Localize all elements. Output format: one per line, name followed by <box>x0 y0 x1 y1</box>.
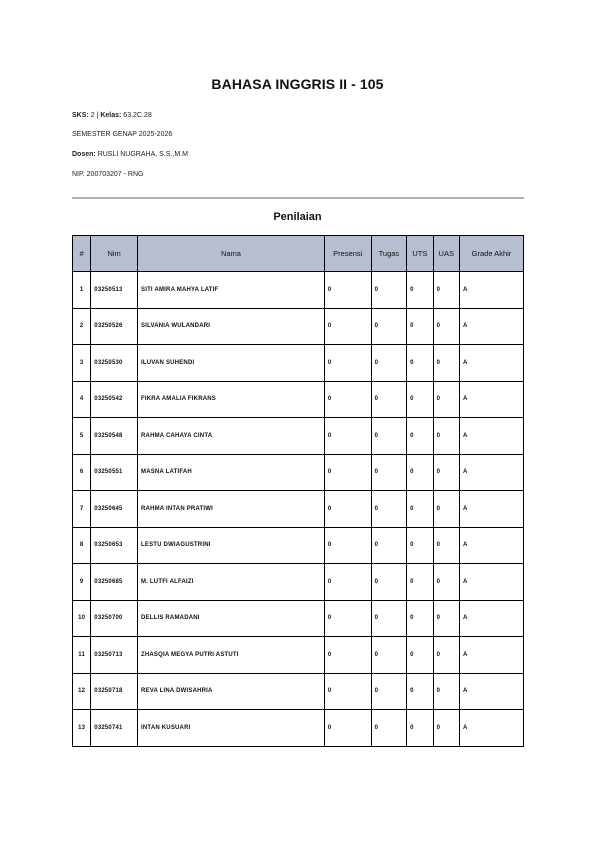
tugas-score: 0 <box>371 308 407 345</box>
presensi-score: 0 <box>324 600 371 637</box>
presensi-score: 0 <box>324 637 371 674</box>
header-uts: UTS <box>407 236 433 272</box>
uts-score: 0 <box>407 491 433 528</box>
section-title: Penilaian <box>273 211 322 223</box>
row-number: 9 <box>73 564 91 601</box>
student-name: FIKRA AMALIA FIKRANS <box>138 381 325 418</box>
final-grade: A <box>459 564 523 601</box>
final-grade: A <box>459 454 523 491</box>
uts-score: 0 <box>407 673 433 710</box>
uas-score: 0 <box>433 564 459 601</box>
student-nim: 03250685 <box>91 564 138 601</box>
uas-score: 0 <box>433 454 459 491</box>
final-grade: A <box>459 272 523 309</box>
row-number: 3 <box>73 345 91 382</box>
row-number: 4 <box>73 381 91 418</box>
student-name: M. LUTFI ALFAIZI <box>138 564 325 601</box>
header-presensi: Presensi <box>324 236 371 272</box>
row-number: 13 <box>73 710 91 747</box>
course-credits-class <box>72 112 152 119</box>
row-number: 7 <box>73 491 91 528</box>
uts-score: 0 <box>407 564 433 601</box>
header-uas: UAS <box>433 236 459 272</box>
dosen-value: RUSLI NUGRAHA, S.S.,M.M <box>97 151 188 158</box>
student-nim: 03250551 <box>91 454 138 491</box>
header-grade-akhir: Grade Akhir <box>459 236 523 272</box>
tugas-score: 0 <box>371 272 407 309</box>
student-nim: 03250653 <box>91 527 138 564</box>
presensi-score: 0 <box>324 710 371 747</box>
uas-score: 0 <box>433 710 459 747</box>
uas-score: 0 <box>433 308 459 345</box>
table-row <box>73 454 524 491</box>
header-nim: Nim <box>91 236 138 272</box>
final-grade: A <box>459 527 523 564</box>
final-grade: A <box>459 637 523 674</box>
presensi-score: 0 <box>324 345 371 382</box>
student-nim: 03250513 <box>91 272 138 309</box>
student-name: ILUVAN SUHENDI <box>138 345 325 382</box>
table-row <box>73 491 524 528</box>
table-row <box>73 418 524 455</box>
student-name: LESTU DWIAGUSTRINI <box>138 527 325 564</box>
table-row <box>73 564 524 601</box>
final-grade: A <box>459 345 523 382</box>
final-grade: A <box>459 418 523 455</box>
kelas-value: 63.2C.28 <box>123 112 152 119</box>
uas-score: 0 <box>433 673 459 710</box>
dosen-label: Dosen: <box>72 151 96 158</box>
uts-score: 0 <box>407 381 433 418</box>
uts-score: 0 <box>407 710 433 747</box>
table-row <box>73 345 524 382</box>
row-number: 12 <box>73 673 91 710</box>
student-name: ZHASQIA MEGYA PUTRI ASTUTI <box>138 637 325 674</box>
header-tugas: Tugas <box>371 236 407 272</box>
uts-score: 0 <box>407 418 433 455</box>
table-row <box>73 272 524 309</box>
tugas-score: 0 <box>371 418 407 455</box>
header-number: # <box>73 236 91 272</box>
uas-score: 0 <box>433 272 459 309</box>
uts-score: 0 <box>407 637 433 674</box>
student-nim: 03250700 <box>91 600 138 637</box>
tugas-score: 0 <box>371 527 407 564</box>
uas-score: 0 <box>433 637 459 674</box>
table-row <box>73 381 524 418</box>
final-grade: A <box>459 673 523 710</box>
uts-score: 0 <box>407 527 433 564</box>
tugas-score: 0 <box>371 637 407 674</box>
student-nim: 03250530 <box>91 345 138 382</box>
presensi-score: 0 <box>324 491 371 528</box>
student-name: REVA LINA DWISAHRIA <box>138 673 325 710</box>
uts-score: 0 <box>407 454 433 491</box>
final-grade: A <box>459 600 523 637</box>
nip-line: NIP. 200703207 - RNG <box>72 171 144 178</box>
presensi-score: 0 <box>324 381 371 418</box>
tugas-score: 0 <box>371 710 407 747</box>
final-grade: A <box>459 491 523 528</box>
student-name: INTAN KUSUARI <box>138 710 325 747</box>
uas-score: 0 <box>433 345 459 382</box>
kelas-label: Kelas: <box>100 112 122 119</box>
table-row <box>73 673 524 710</box>
student-nim: 03250526 <box>91 308 138 345</box>
row-number: 11 <box>73 637 91 674</box>
lecturer-line <box>72 151 188 158</box>
presensi-score: 0 <box>324 527 371 564</box>
presensi-score: 0 <box>324 673 371 710</box>
student-nim: 03250741 <box>91 710 138 747</box>
uts-score: 0 <box>407 272 433 309</box>
header-nama: Nama <box>138 236 325 272</box>
row-number: 10 <box>73 600 91 637</box>
tugas-score: 0 <box>371 381 407 418</box>
tugas-score: 0 <box>371 673 407 710</box>
uas-score: 0 <box>433 381 459 418</box>
presensi-score: 0 <box>324 564 371 601</box>
semester-line: SEMESTER GENAP 2025-2026 <box>72 131 173 138</box>
uas-score: 0 <box>433 527 459 564</box>
student-nim: 03250645 <box>91 491 138 528</box>
final-grade: A <box>459 381 523 418</box>
row-number: 1 <box>73 272 91 309</box>
final-grade: A <box>459 308 523 345</box>
divider <box>72 197 524 199</box>
row-number: 2 <box>73 308 91 345</box>
table-row <box>73 527 524 564</box>
table-row <box>73 308 524 345</box>
presensi-score: 0 <box>324 454 371 491</box>
student-nim: 03250548 <box>91 418 138 455</box>
uas-score: 0 <box>433 418 459 455</box>
uts-score: 0 <box>407 308 433 345</box>
sks-value: 2 <box>90 112 95 119</box>
student-nim: 03250713 <box>91 637 138 674</box>
table-row <box>73 600 524 637</box>
grades-table <box>72 235 524 747</box>
table-row <box>73 637 524 674</box>
student-name: SITI AMIRA MAHYA LATIF <box>138 272 325 309</box>
uas-score: 0 <box>433 491 459 528</box>
uas-score: 0 <box>433 600 459 637</box>
final-grade: A <box>459 710 523 747</box>
row-number: 8 <box>73 527 91 564</box>
presensi-score: 0 <box>324 308 371 345</box>
sks-label: SKS: <box>72 112 89 119</box>
student-name: SILVANIA WULANDARI <box>138 308 325 345</box>
uts-score: 0 <box>407 600 433 637</box>
course-title: BAHASA INGGRIS II - 105 <box>211 76 384 92</box>
row-number: 6 <box>73 454 91 491</box>
student-name: DELLIS RAMADANI <box>138 600 325 637</box>
tugas-score: 0 <box>371 491 407 528</box>
meta-separator: | <box>96 112 99 119</box>
student-name: MASNA LATIFAH <box>138 454 325 491</box>
student-name: RAHMA INTAN PRATIWI <box>138 491 325 528</box>
student-nim: 03250542 <box>91 381 138 418</box>
presensi-score: 0 <box>324 418 371 455</box>
presensi-score: 0 <box>324 272 371 309</box>
uts-score: 0 <box>407 345 433 382</box>
student-name: RAHMA CAHAYA CINTA <box>138 418 325 455</box>
row-number: 5 <box>73 418 91 455</box>
tugas-score: 0 <box>371 345 407 382</box>
table-row <box>73 710 524 747</box>
tugas-score: 0 <box>371 600 407 637</box>
student-nim: 03250718 <box>91 673 138 710</box>
table-header-row <box>73 236 524 272</box>
tugas-score: 0 <box>371 454 407 491</box>
tugas-score: 0 <box>371 564 407 601</box>
